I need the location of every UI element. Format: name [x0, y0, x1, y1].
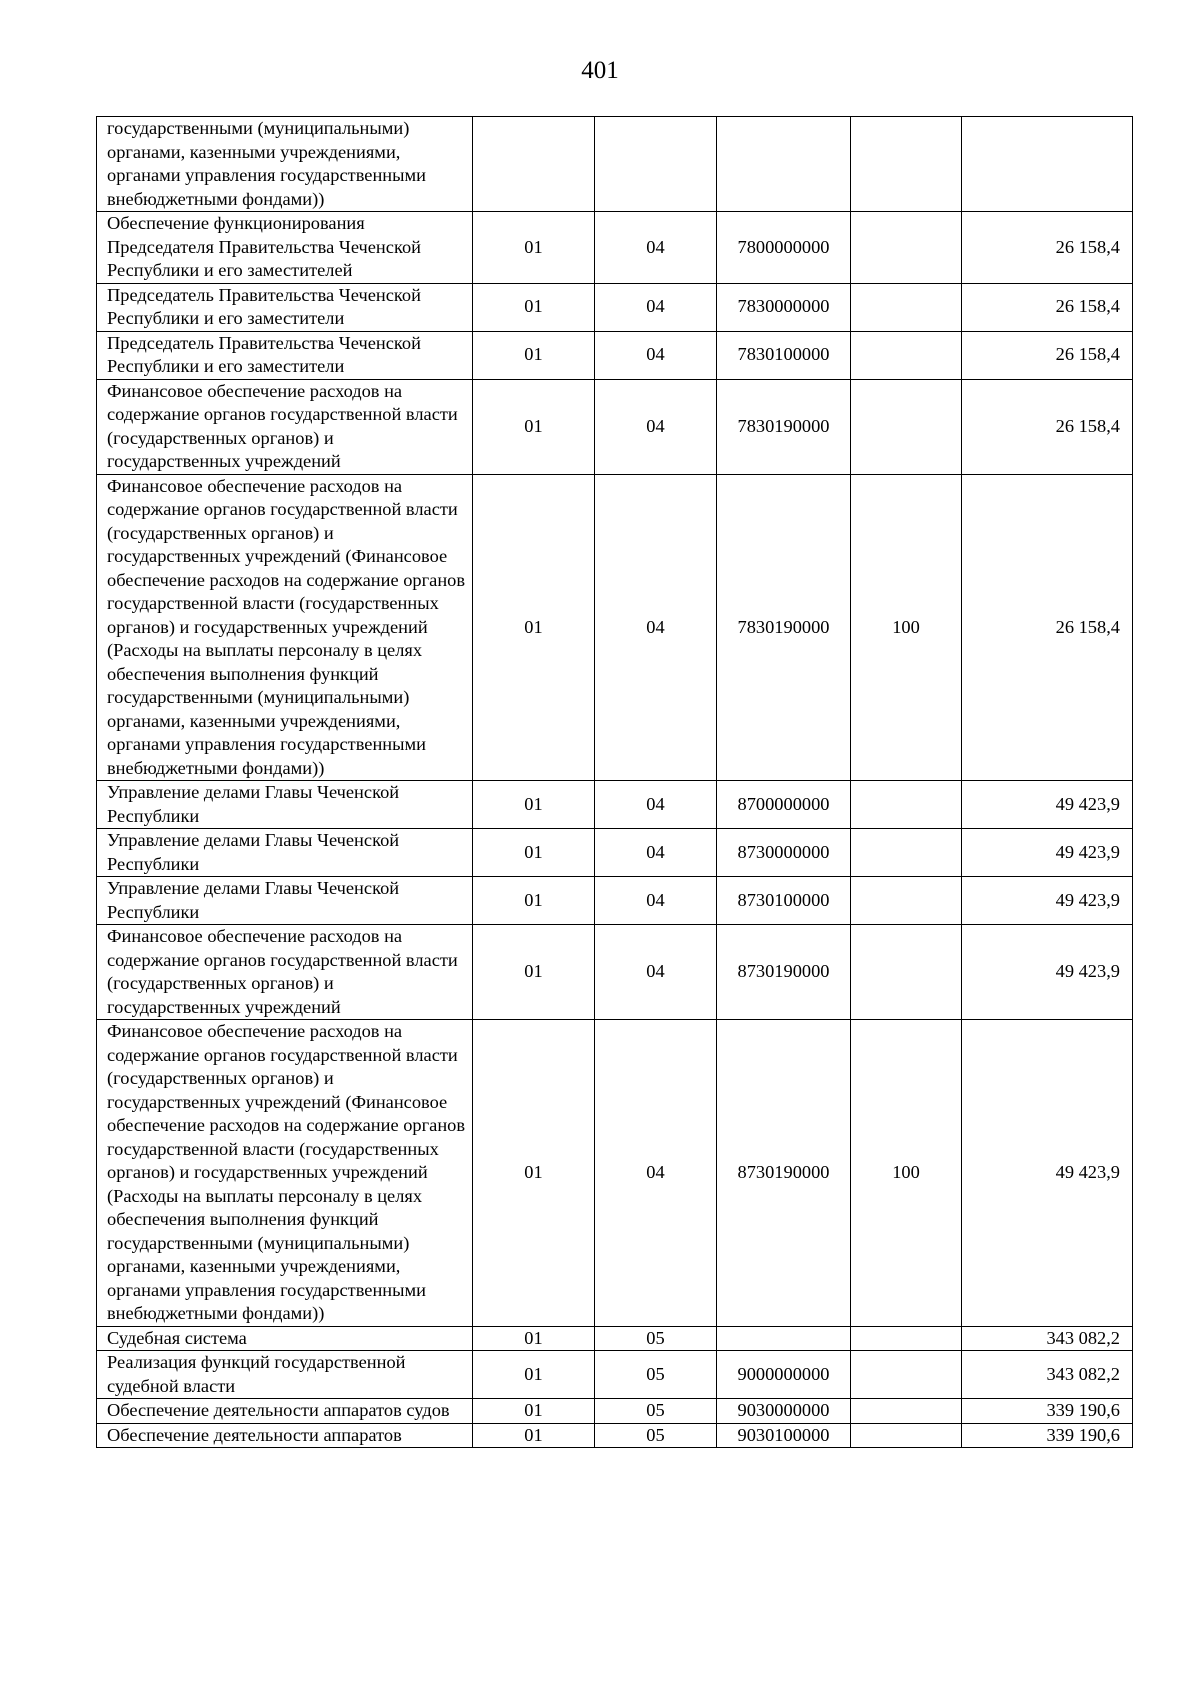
page-number: 401 — [581, 57, 619, 84]
target-article-code-cell: 9030000000 — [717, 1399, 851, 1424]
section-code-cell: 01 — [473, 1423, 595, 1448]
target-article-code-cell: 7830190000 — [717, 379, 851, 474]
subsection-code-cell: 05 — [595, 1351, 717, 1399]
expense-type-code-cell — [851, 877, 962, 925]
subsection-code-cell: 04 — [595, 877, 717, 925]
amount-cell: 49 423,9 — [962, 925, 1133, 1020]
section-code-cell — [473, 117, 595, 212]
budget-table-body — [97, 117, 1133, 1448]
target-article-code-cell — [717, 1326, 851, 1351]
expense-name-cell: Судебная система — [97, 1326, 473, 1351]
expense-name-cell: Реализация функций государственной судебной власти — [97, 1351, 473, 1399]
budget-table — [96, 116, 1133, 1448]
amount-cell: 343 082,2 — [962, 1326, 1133, 1351]
target-article-code-cell: 7830000000 — [717, 283, 851, 331]
table-row — [97, 117, 1133, 212]
expense-type-code-cell — [851, 283, 962, 331]
subsection-code-cell: 05 — [595, 1423, 717, 1448]
amount-cell: 49 423,9 — [962, 781, 1133, 829]
expense-type-code-cell — [851, 1351, 962, 1399]
subsection-code-cell: 05 — [595, 1326, 717, 1351]
amount-cell: 49 423,9 — [962, 829, 1133, 877]
table-row — [97, 877, 1133, 925]
expense-name-cell: Финансовое обеспечение расходов на содержание органов государственной власти (государственных органов) и государственных учреждений — [97, 925, 473, 1020]
target-article-code-cell: 8730190000 — [717, 1020, 851, 1327]
table-row — [97, 1351, 1133, 1399]
section-code-cell: 01 — [473, 331, 595, 379]
subsection-code-cell: 04 — [595, 829, 717, 877]
table-row — [97, 1423, 1133, 1448]
expense-name-cell: Обеспечение функционирования Председателя Правительства Чеченской Республики и его заместителей — [97, 212, 473, 284]
expense-type-code-cell — [851, 331, 962, 379]
section-code-cell: 01 — [473, 1399, 595, 1424]
subsection-code-cell: 04 — [595, 331, 717, 379]
expense-type-code-cell — [851, 1423, 962, 1448]
subsection-code-cell: 04 — [595, 283, 717, 331]
amount-cell: 26 158,4 — [962, 474, 1133, 781]
amount-cell: 339 190,6 — [962, 1399, 1133, 1424]
expense-name-cell: Управление делами Главы Чеченской Республики — [97, 781, 473, 829]
target-article-code-cell: 8730100000 — [717, 877, 851, 925]
subsection-code-cell: 04 — [595, 1020, 717, 1327]
table-row — [97, 379, 1133, 474]
expense-type-code-cell: 100 — [851, 1020, 962, 1327]
table-row — [97, 283, 1133, 331]
section-code-cell: 01 — [473, 925, 595, 1020]
expense-name-cell: Обеспечение деятельности аппаратов судов — [97, 1399, 473, 1424]
amount-cell: 49 423,9 — [962, 1020, 1133, 1327]
target-article-code-cell: 7830190000 — [717, 474, 851, 781]
table-row — [97, 474, 1133, 781]
expense-name-cell: Финансовое обеспечение расходов на содержание органов государственной власти (государственных органов) и государственных учреждений (Финансовое обеспечение расходов на содержание органов государственной власти (государственных органов) и государственных учреждений (Расходы на выплаты персоналу в целях обеспечения выполнения функций государственными (муниципальными) органами, казенными учреждениями, органами управления государственными внебюджетными фондами)) — [97, 1020, 473, 1327]
amount-cell: 339 190,6 — [962, 1423, 1133, 1448]
expense-type-code-cell — [851, 1326, 962, 1351]
expense-name-cell: Председатель Правительства Чеченской Республики и его заместители — [97, 331, 473, 379]
section-code-cell: 01 — [473, 829, 595, 877]
expense-type-code-cell — [851, 212, 962, 284]
target-article-code-cell: 8730000000 — [717, 829, 851, 877]
section-code-cell: 01 — [473, 1326, 595, 1351]
target-article-code-cell: 8700000000 — [717, 781, 851, 829]
subsection-code-cell: 04 — [595, 925, 717, 1020]
section-code-cell: 01 — [473, 474, 595, 781]
expense-name-cell: Председатель Правительства Чеченской Республики и его заместители — [97, 283, 473, 331]
table-row — [97, 331, 1133, 379]
target-article-code-cell: 8730190000 — [717, 925, 851, 1020]
expense-type-code-cell — [851, 925, 962, 1020]
expense-name-cell: Финансовое обеспечение расходов на содержание органов государственной власти (государственных органов) и государственных учреждений — [97, 379, 473, 474]
expense-type-code-cell: 100 — [851, 474, 962, 781]
expense-name-cell: Финансовое обеспечение расходов на содержание органов государственной власти (государственных органов) и государственных учреждений (Финансовое обеспечение расходов на содержание органов государственной власти (государственных органов) и государственных учреждений (Расходы на выплаты персоналу в целях обеспечения выполнения функций государственными (муниципальными) органами, казенными учреждениями, органами управления государственными внебюджетными фондами)) — [97, 474, 473, 781]
target-article-code-cell: 9000000000 — [717, 1351, 851, 1399]
table-row — [97, 829, 1133, 877]
section-code-cell: 01 — [473, 781, 595, 829]
subsection-code-cell: 04 — [595, 474, 717, 781]
amount-cell: 49 423,9 — [962, 877, 1133, 925]
subsection-code-cell: 05 — [595, 1399, 717, 1424]
subsection-code-cell: 04 — [595, 379, 717, 474]
expense-type-code-cell — [851, 117, 962, 212]
expense-type-code-cell — [851, 1399, 962, 1424]
amount-cell: 26 158,4 — [962, 331, 1133, 379]
target-article-code-cell: 7830100000 — [717, 331, 851, 379]
expense-name-cell: Управление делами Главы Чеченской Республики — [97, 877, 473, 925]
section-code-cell: 01 — [473, 1351, 595, 1399]
target-article-code-cell — [717, 117, 851, 212]
table-row — [97, 212, 1133, 284]
target-article-code-cell: 9030100000 — [717, 1423, 851, 1448]
expense-name-cell: Обеспечение деятельности аппаратов — [97, 1423, 473, 1448]
table-row — [97, 781, 1133, 829]
target-article-code-cell: 7800000000 — [717, 212, 851, 284]
table-row — [97, 925, 1133, 1020]
amount-cell — [962, 117, 1133, 212]
expense-type-code-cell — [851, 379, 962, 474]
section-code-cell: 01 — [473, 283, 595, 331]
expense-type-code-cell — [851, 829, 962, 877]
amount-cell: 26 158,4 — [962, 379, 1133, 474]
section-code-cell: 01 — [473, 877, 595, 925]
expense-name-cell: государственными (муниципальными) органами, казенными учреждениями, органами управления государственными внебюджетными фондами)) — [97, 117, 473, 212]
subsection-code-cell: 04 — [595, 781, 717, 829]
table-row — [97, 1326, 1133, 1351]
expense-name-cell: Управление делами Главы Чеченской Республики — [97, 829, 473, 877]
amount-cell: 26 158,4 — [962, 283, 1133, 331]
section-code-cell: 01 — [473, 212, 595, 284]
subsection-code-cell: 04 — [595, 212, 717, 284]
amount-cell: 26 158,4 — [962, 212, 1133, 284]
section-code-cell: 01 — [473, 379, 595, 474]
table-row — [97, 1020, 1133, 1327]
section-code-cell: 01 — [473, 1020, 595, 1327]
amount-cell: 343 082,2 — [962, 1351, 1133, 1399]
subsection-code-cell — [595, 117, 717, 212]
table-row — [97, 1399, 1133, 1424]
expense-type-code-cell — [851, 781, 962, 829]
